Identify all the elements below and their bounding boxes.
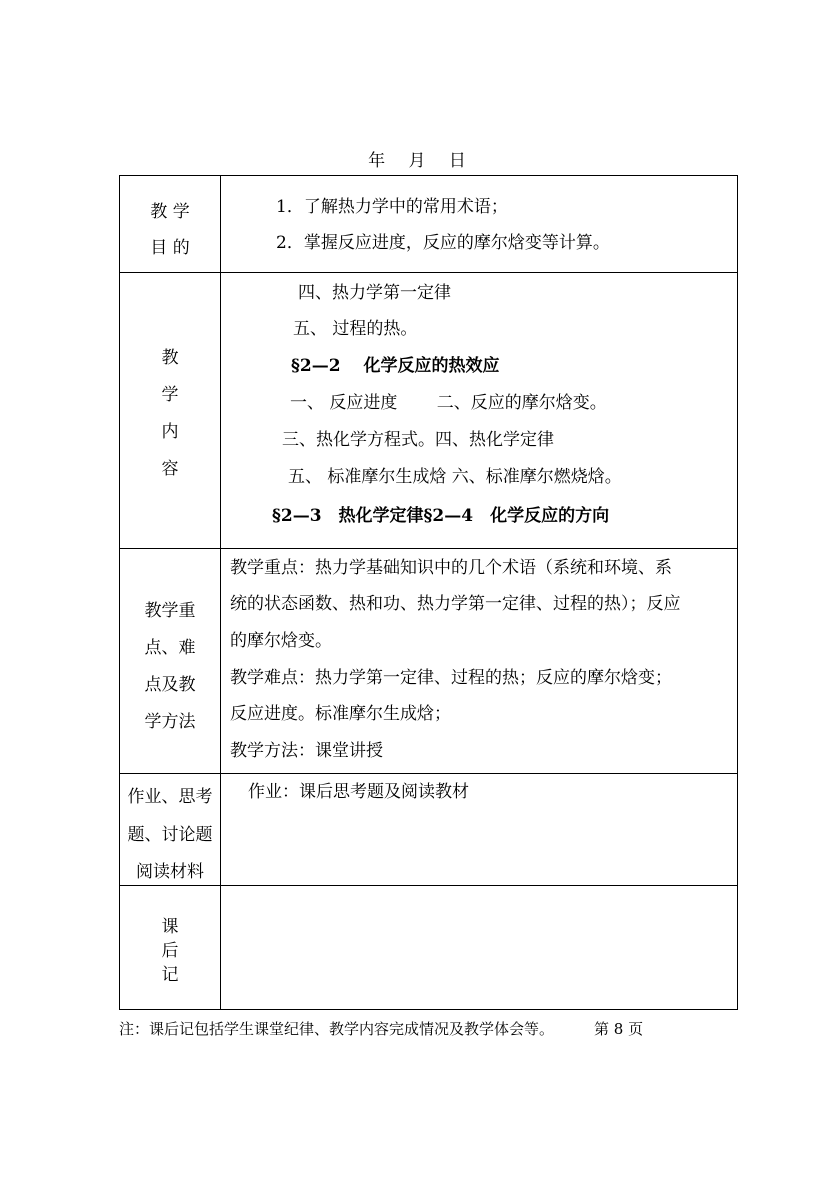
content-body-cell bbox=[221, 273, 738, 549]
objective-item: 2．掌握反应进度，反应的摩尔焓变等计算。 bbox=[276, 233, 610, 253]
lesson-plan-table bbox=[119, 175, 738, 1010]
content-line: 五、 过程的热。 bbox=[293, 319, 418, 339]
objectives-content-cell bbox=[221, 176, 738, 273]
key-point-line: 反应进度。标准摩尔生成焓； bbox=[230, 704, 451, 724]
key-point-line: 的摩尔焓变。 bbox=[230, 631, 332, 651]
notes-label-char: 后 bbox=[161, 941, 179, 961]
homework-body-cell bbox=[221, 774, 738, 886]
key-points-label-line: 点及教 bbox=[144, 675, 196, 695]
homework-row bbox=[120, 774, 738, 886]
objectives-label-line1: 教 学 bbox=[150, 202, 190, 222]
content-label-char: 内 bbox=[161, 422, 179, 442]
day-label: 日 bbox=[448, 151, 466, 171]
key-points-label-cell bbox=[120, 549, 221, 774]
footer-note bbox=[119, 1018, 643, 1039]
key-point-line: 教学方法：课堂讲授 bbox=[230, 741, 383, 761]
content-label-cell bbox=[120, 273, 221, 549]
key-points-body-cell bbox=[221, 549, 738, 774]
objectives-label-cell bbox=[120, 176, 221, 273]
section-heading: §2—3 热化学定律§2—4 化学反应的方向 bbox=[272, 506, 610, 526]
content-label-char: 容 bbox=[161, 459, 179, 479]
homework-text: 作业：课后思考题及阅读教材 bbox=[248, 782, 469, 802]
notes-after-class-row bbox=[120, 886, 738, 1010]
key-points-label-line: 教学重 bbox=[144, 601, 196, 621]
objective-item: 1．了解热力学中的常用术语； bbox=[276, 197, 508, 217]
homework-label-line: 作业、思考 bbox=[127, 787, 213, 807]
homework-label-line: 题、讨论题 bbox=[127, 825, 213, 845]
content-label-char: 学 bbox=[161, 385, 179, 405]
content-row bbox=[120, 273, 738, 549]
key-points-label-line: 点、难 bbox=[144, 638, 196, 658]
page-number: 第 8 页 bbox=[594, 1020, 644, 1038]
year-label: 年 bbox=[368, 151, 386, 171]
content-line: 三、热化学方程式。四、热化学定律 bbox=[282, 430, 554, 450]
notes-label-char: 记 bbox=[161, 965, 179, 985]
month-label: 月 bbox=[408, 151, 426, 171]
notes-label-char: 课 bbox=[161, 917, 179, 937]
key-points-label-line: 学方法 bbox=[144, 712, 196, 732]
objectives-row bbox=[120, 176, 738, 273]
key-point-line: 统的状态函数、热和功、热力学第一定律、过程的热）；反应 bbox=[230, 594, 681, 614]
key-points-row bbox=[120, 549, 738, 774]
section-heading: §2—2 化学反应的热效应 bbox=[291, 356, 500, 376]
key-point-line: 教学重点：热力学基础知识中的几个术语（系统和环境、系 bbox=[230, 558, 672, 578]
date-header bbox=[0, 146, 834, 171]
notes-body-cell bbox=[221, 886, 738, 1010]
content-label-char: 教 bbox=[161, 348, 179, 368]
footer-note-text: 注：课后记包括学生课堂纪律、教学内容完成情况及教学体会等。 bbox=[119, 1020, 555, 1038]
notes-label-cell bbox=[120, 886, 221, 1010]
content-line: 一、 反应进度 二、反应的摩尔焓变。 bbox=[290, 393, 607, 413]
content-line: 五、 标准摩尔生成焓 六、标准摩尔燃烧焓。 bbox=[288, 467, 622, 487]
objectives-label-line2: 目 的 bbox=[150, 238, 190, 258]
content-line: 四、热力学第一定律 bbox=[298, 283, 451, 303]
homework-label-line: 阅读材料 bbox=[136, 862, 204, 882]
homework-label-cell bbox=[120, 774, 221, 886]
key-point-line: 教学难点：热力学第一定律、过程的热；反应的摩尔焓变； bbox=[230, 668, 672, 688]
